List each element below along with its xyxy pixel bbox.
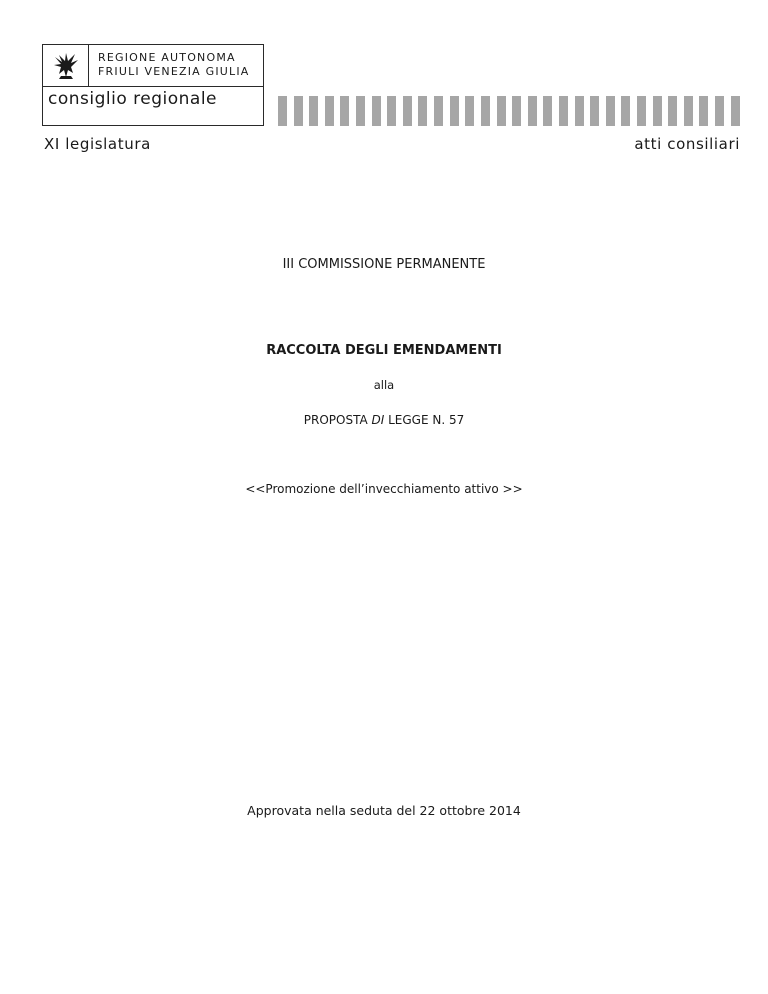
council-name: consiglio regionale: [48, 89, 218, 109]
decorative-bar: [653, 96, 662, 126]
commission-heading: III COMMISSIONE PERMANENTE: [282, 257, 486, 272]
decorative-bar: [575, 96, 584, 126]
section-label: atti consiliari: [634, 135, 740, 153]
decorative-bar: [403, 96, 412, 126]
decorative-bar: [325, 96, 334, 126]
legislature-label: XI legislatura: [44, 135, 151, 153]
decorative-bar: [387, 96, 396, 126]
decorative-bar: [731, 96, 740, 126]
decorative-bars: [278, 96, 740, 126]
decorative-bar: [465, 96, 474, 126]
proposal-suffix: LEGGE N. 57: [384, 413, 465, 427]
decorative-bar: [590, 96, 599, 126]
decorative-bar: [418, 96, 427, 126]
decorative-bar: [637, 96, 646, 126]
decorative-bar: [434, 96, 443, 126]
emblem-cell: [43, 45, 89, 86]
decorative-bar: [372, 96, 381, 126]
institution-logo: [42, 44, 264, 126]
proposal-prefix: PROPOSTA: [303, 413, 372, 427]
decorative-bar: [621, 96, 630, 126]
decorative-bar: [559, 96, 568, 126]
decorative-bar: [512, 96, 521, 126]
decorative-bar: [481, 96, 490, 126]
region-line-1: REGIONE AUTONOMA: [98, 51, 236, 64]
proposal-subject: <<Promozione dell’invecchiamento attivo >>: [245, 482, 523, 496]
decorative-bar: [543, 96, 552, 126]
document-title: RACCOLTA DEGLI EMENDAMENTI: [266, 343, 502, 358]
eagle-icon: [49, 49, 83, 83]
region-name: [98, 51, 250, 79]
decorative-bar: [278, 96, 287, 126]
approval-note: Approvata nella seduta del 22 ottobre 2014: [247, 803, 521, 818]
region-line-2: FRIULI VENEZIA GIULIA: [98, 65, 250, 78]
decorative-bar: [606, 96, 615, 126]
decorative-bar: [356, 96, 365, 126]
decorative-bar: [497, 96, 506, 126]
decorative-bar: [309, 96, 318, 126]
decorative-bar: [668, 96, 677, 126]
decorative-bar: [294, 96, 303, 126]
logo-header-row: [43, 45, 263, 87]
decorative-bar: [450, 96, 459, 126]
decorative-bar: [684, 96, 693, 126]
decorative-bar: [340, 96, 349, 126]
proposal-italic: DI: [371, 413, 385, 427]
decorative-bar: [715, 96, 724, 126]
connector-text: alla: [373, 378, 395, 392]
decorative-bar: [528, 96, 537, 126]
proposal-line: [0, 413, 768, 427]
decorative-bar: [699, 96, 708, 126]
